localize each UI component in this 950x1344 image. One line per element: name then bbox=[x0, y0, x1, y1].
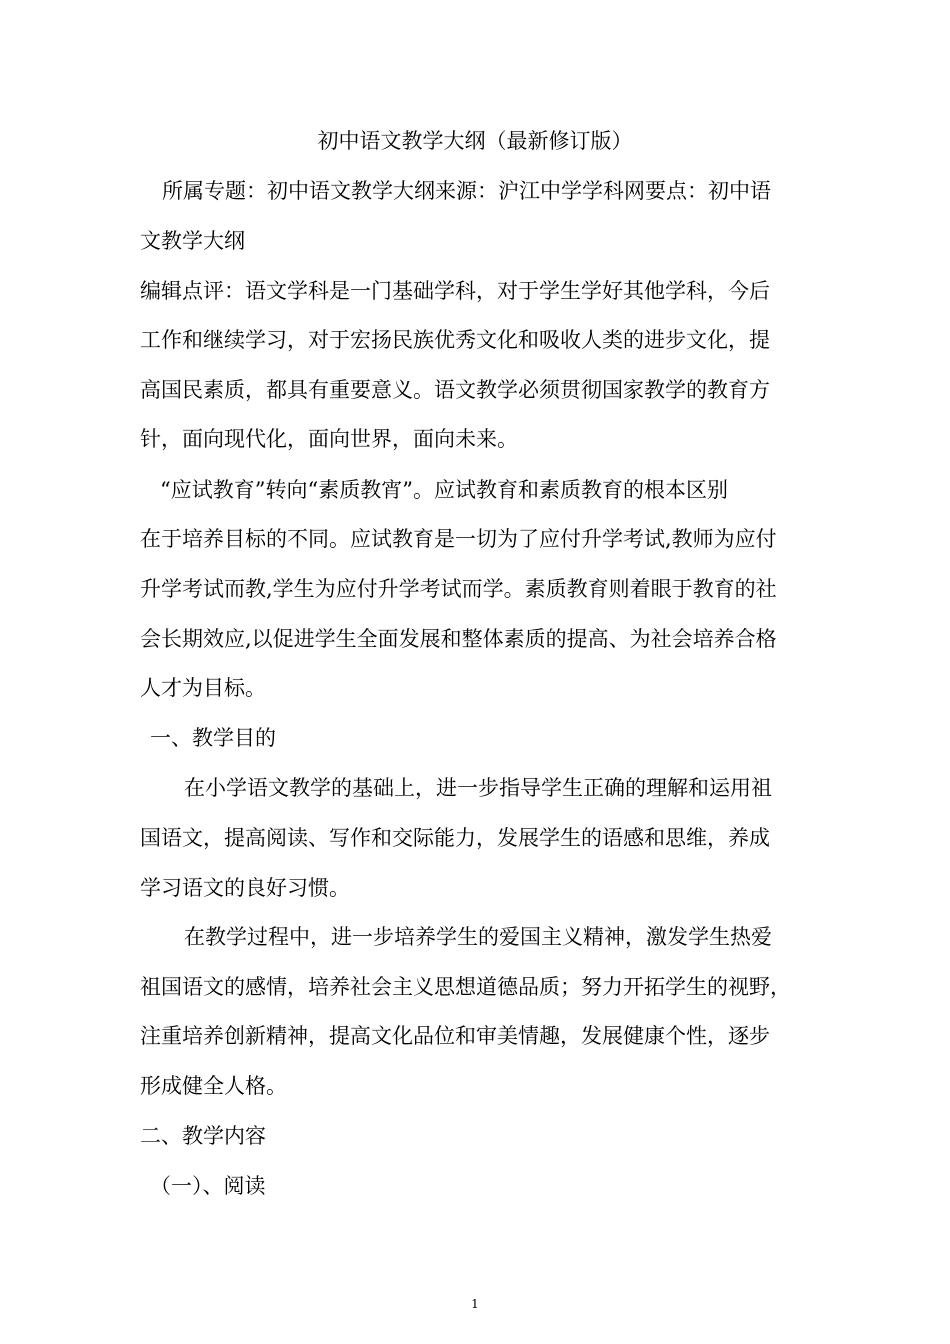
paragraph-line: 在教学过程中，进一步培养学生的爱国主义精神，激发学生热爱 bbox=[184, 925, 772, 949]
paragraph-line: 所属专题：初中语文教学大纲来源：沪江中学学科网要点：初中语 bbox=[162, 179, 771, 203]
page-number: 1 bbox=[471, 1297, 479, 1311]
paragraph-line: 在于培养目标的不同。应试教育是一切为了应付升学考试,教师为应付 bbox=[140, 527, 777, 551]
document-title: 初中语文教学大纲（最新修订版） bbox=[317, 129, 633, 153]
paragraph-line: 编辑点评：语文学科是一门基础学科，对于学生学好其他学科，今后 bbox=[140, 279, 770, 303]
section-heading: 一、教学目的 bbox=[150, 726, 276, 750]
paragraph-line: “应试教育”转向“素质教宵”。应试教育和素质教育的根本区别 bbox=[160, 478, 728, 502]
paragraph-line: 针，面向现代化，面向世界，面向未来。 bbox=[140, 427, 518, 451]
paragraph-line: 高国民素质，都具有重要意义。语文教学必须贯彻国家教学的教育方 bbox=[140, 378, 770, 402]
paragraph-line: 升学考试而教,学生为应付升学考试而学。素质教育则着眼于教育的社 bbox=[140, 577, 777, 601]
paragraph-line: 人才为目标。 bbox=[140, 676, 266, 700]
paragraph-line: 形成健全人格。 bbox=[140, 1074, 287, 1098]
paragraph-line: 注重培养创新精神，提高文化品位和审美情趣，发展健康个性，逐步 bbox=[140, 1024, 770, 1048]
paragraph-line: 国语文，提高阅读、写作和交际能力，发展学生的语感和思维，养成 bbox=[140, 826, 770, 850]
paragraph-line: 文教学大纲 bbox=[140, 229, 245, 253]
paragraph-line: 学习语文的良好习惯。 bbox=[140, 876, 350, 900]
paragraph-line: 在小学语文教学的基础上，进一步指导学生正确的理解和运用祖 bbox=[184, 776, 772, 800]
paragraph-line: 祖国语文的感情，培养社会主义思想道德品质；努力开拓学生的视野， bbox=[140, 975, 791, 999]
paragraph-line: 工作和继续学习，对于宏扬民族优秀文化和吸收人类的进步文化，提 bbox=[140, 328, 770, 352]
paragraph-line: 会长期效应,以促进学生全面发展和整体素质的提高、为社会培养合格 bbox=[140, 627, 777, 651]
section-heading: 二、教学内容 bbox=[140, 1124, 266, 1148]
subsection-heading: （一）、阅读 bbox=[150, 1174, 266, 1198]
